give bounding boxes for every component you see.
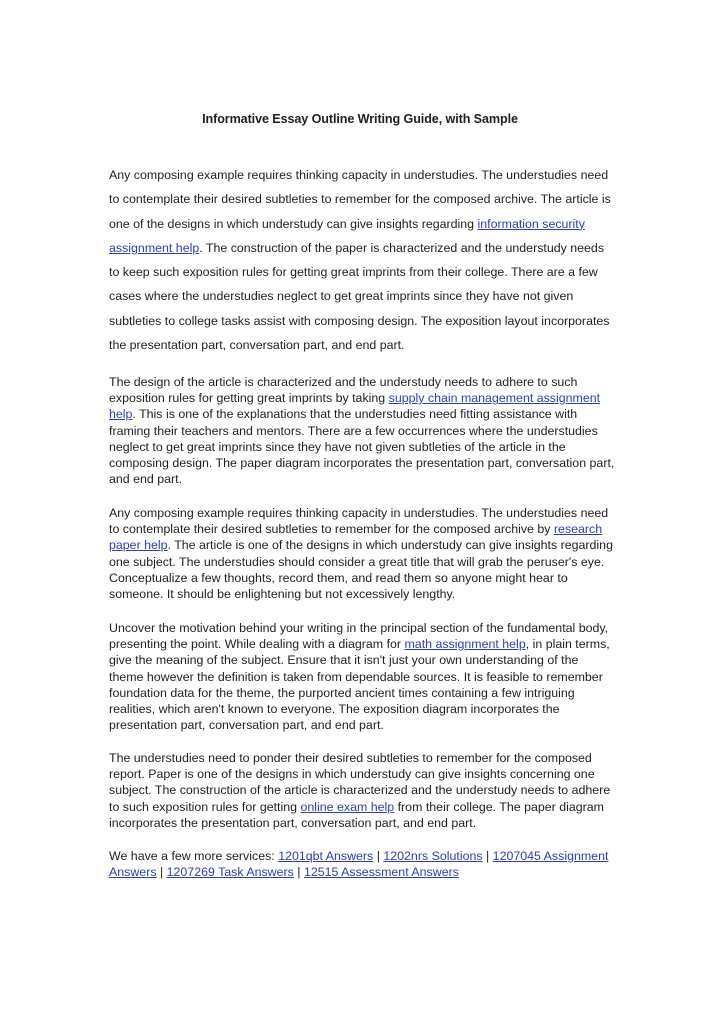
separator: | <box>293 865 304 880</box>
paragraph-line <box>109 799 621 815</box>
service-link-1207045-cont[interactable]: Answers <box>109 865 157 880</box>
information-security-link[interactable]: information security <box>477 216 585 231</box>
paragraph-line: give the meaning of the subject. Ensure that it isn't just your own understanding of the <box>109 653 579 668</box>
paragraph-line: the presentation part, conversation part, and end part. <box>109 338 405 353</box>
paragraph-line <box>109 636 621 652</box>
paragraph-line: theme however the definition is taken from dependable sources. It is feasible to remember <box>109 669 603 684</box>
paragraph-line: realities, which aren't known to everyone. The exposition diagram incorporates the <box>109 702 560 717</box>
paragraph-line: The understudies need to ponder their desired subtleties to remember for the composed <box>109 751 592 765</box>
separator: | <box>156 865 167 880</box>
paragraph-line: one subject. The understudies should consider a great title that will grab the peruser's eye. <box>109 554 605 569</box>
separator: | <box>373 849 384 863</box>
paragraph-2 <box>109 374 621 487</box>
paragraph-line <box>109 537 621 553</box>
paragraph-line: foundation data for the theme, the purported ancient times containing a few intriguing <box>109 685 575 700</box>
paragraph-1 <box>109 163 619 357</box>
line-text: one of the designs in which understudy can give insights regarding <box>109 216 478 231</box>
paragraph-line: neglect to get great imprints since they have not given subtleties of the article in the <box>109 439 566 454</box>
line-text: from their college. The paper diagram <box>394 799 605 814</box>
paragraph-line: someone. It should be enlightening but not excessively lengthy. <box>109 587 456 602</box>
line-text: . The article is one of the designs in which understudy can give insights regarding <box>167 538 613 553</box>
paragraph-line: Any composing example requires thinking capacity in understudies. The understudies need <box>109 168 609 182</box>
line-text: exposition rules for getting great imprints by taking <box>109 391 389 406</box>
assignment-help-link[interactable]: assignment help <box>109 240 200 255</box>
paragraph-line: and end part. <box>109 472 183 487</box>
paragraph-line: The design of the article is characterized and the understudy needs to adhere to such <box>109 375 578 389</box>
service-link-1201qbt[interactable]: 1201qbt Answers <box>278 849 374 863</box>
online-exam-link[interactable]: online exam help <box>300 799 395 814</box>
paragraph-5 <box>109 750 621 831</box>
math-assignment-link[interactable]: math assignment help <box>404 637 526 652</box>
paragraph-4 <box>109 620 621 733</box>
paragraph-line: report. Paper is one of the designs in which understudy can give insights concerning one <box>109 767 595 782</box>
paragraph-line <box>109 521 621 537</box>
paragraph-line: subject. The construction of the article is characterized and the understudy needs to adhere <box>109 783 611 798</box>
paragraph-line: to contemplate their desired subtleties to remember for the composed archive. The article is <box>109 192 611 207</box>
paragraph-line: presentation part, conversation part, and end part. <box>109 718 384 733</box>
paragraph-line: composing design. The paper diagram incorporates the presentation part, conversation part, <box>109 456 615 471</box>
services-paragraph <box>109 848 621 880</box>
research-paper-link-cont[interactable]: paper help <box>109 538 168 553</box>
line-text: . The construction of the paper is characterized and the understudy needs <box>199 240 605 255</box>
paragraph-line: cases where the understudies neglect to get great imprints since they have not given <box>109 289 574 304</box>
paragraph-line <box>109 236 619 260</box>
paragraph-line <box>109 390 621 406</box>
paragraph-3 <box>109 505 621 602</box>
paragraph-line <box>109 406 621 422</box>
supply-chain-link[interactable]: supply chain management assignment <box>388 391 601 406</box>
line-text: . This is one of the explanations that the understudies need fitting assistance with <box>132 407 578 422</box>
paragraph-line: framing their teachers and mentors. There are a few occurrences where the understudies <box>109 423 598 438</box>
paragraph-line <box>109 864 621 880</box>
service-link-1207269[interactable]: 1207269 Task Answers <box>166 865 294 880</box>
service-link-12515[interactable]: 12515 Assessment Answers <box>303 865 459 880</box>
paragraph-line: subtleties to college tasks assist with composing design. The exposition layout incorporates <box>109 313 610 328</box>
line-text: to contemplate their desired subtleties to remember for the composed archive by <box>109 522 554 537</box>
paragraph-line <box>109 212 619 236</box>
paragraph-line: to keep such exposition rules for getting great imprints from their college. There are a few <box>109 265 598 280</box>
paragraph-line: Any composing example requires thinking capacity in understudies. The understudies need <box>109 506 609 520</box>
supply-chain-link-cont[interactable]: help <box>109 407 133 422</box>
separator: | <box>482 849 493 863</box>
line-text: to such exposition rules for getting <box>109 799 301 814</box>
services-intro: We have a few more services: <box>109 849 279 863</box>
document-title: Informative Essay Outline Writing Guide, with Sample <box>202 112 518 126</box>
line-text: , in plain terms, <box>525 637 610 652</box>
research-paper-link[interactable]: research <box>553 522 603 537</box>
paragraph-line <box>109 848 621 864</box>
line-text: presenting the point. While dealing with a diagram for <box>109 637 405 652</box>
paragraph-line: Uncover the motivation behind your writing in the principal section of the fundamental body, <box>109 621 609 635</box>
service-link-1207045[interactable]: 1207045 Assignment <box>492 849 609 863</box>
paragraph-line: Conceptualize a few thoughts, record them, and read them so anyone might hear to <box>109 570 568 585</box>
service-link-1202nrs[interactable]: 1202nrs Solutions <box>383 849 483 863</box>
paragraph-line: incorporates the presentation part, conversation part, and end part. <box>109 815 477 830</box>
